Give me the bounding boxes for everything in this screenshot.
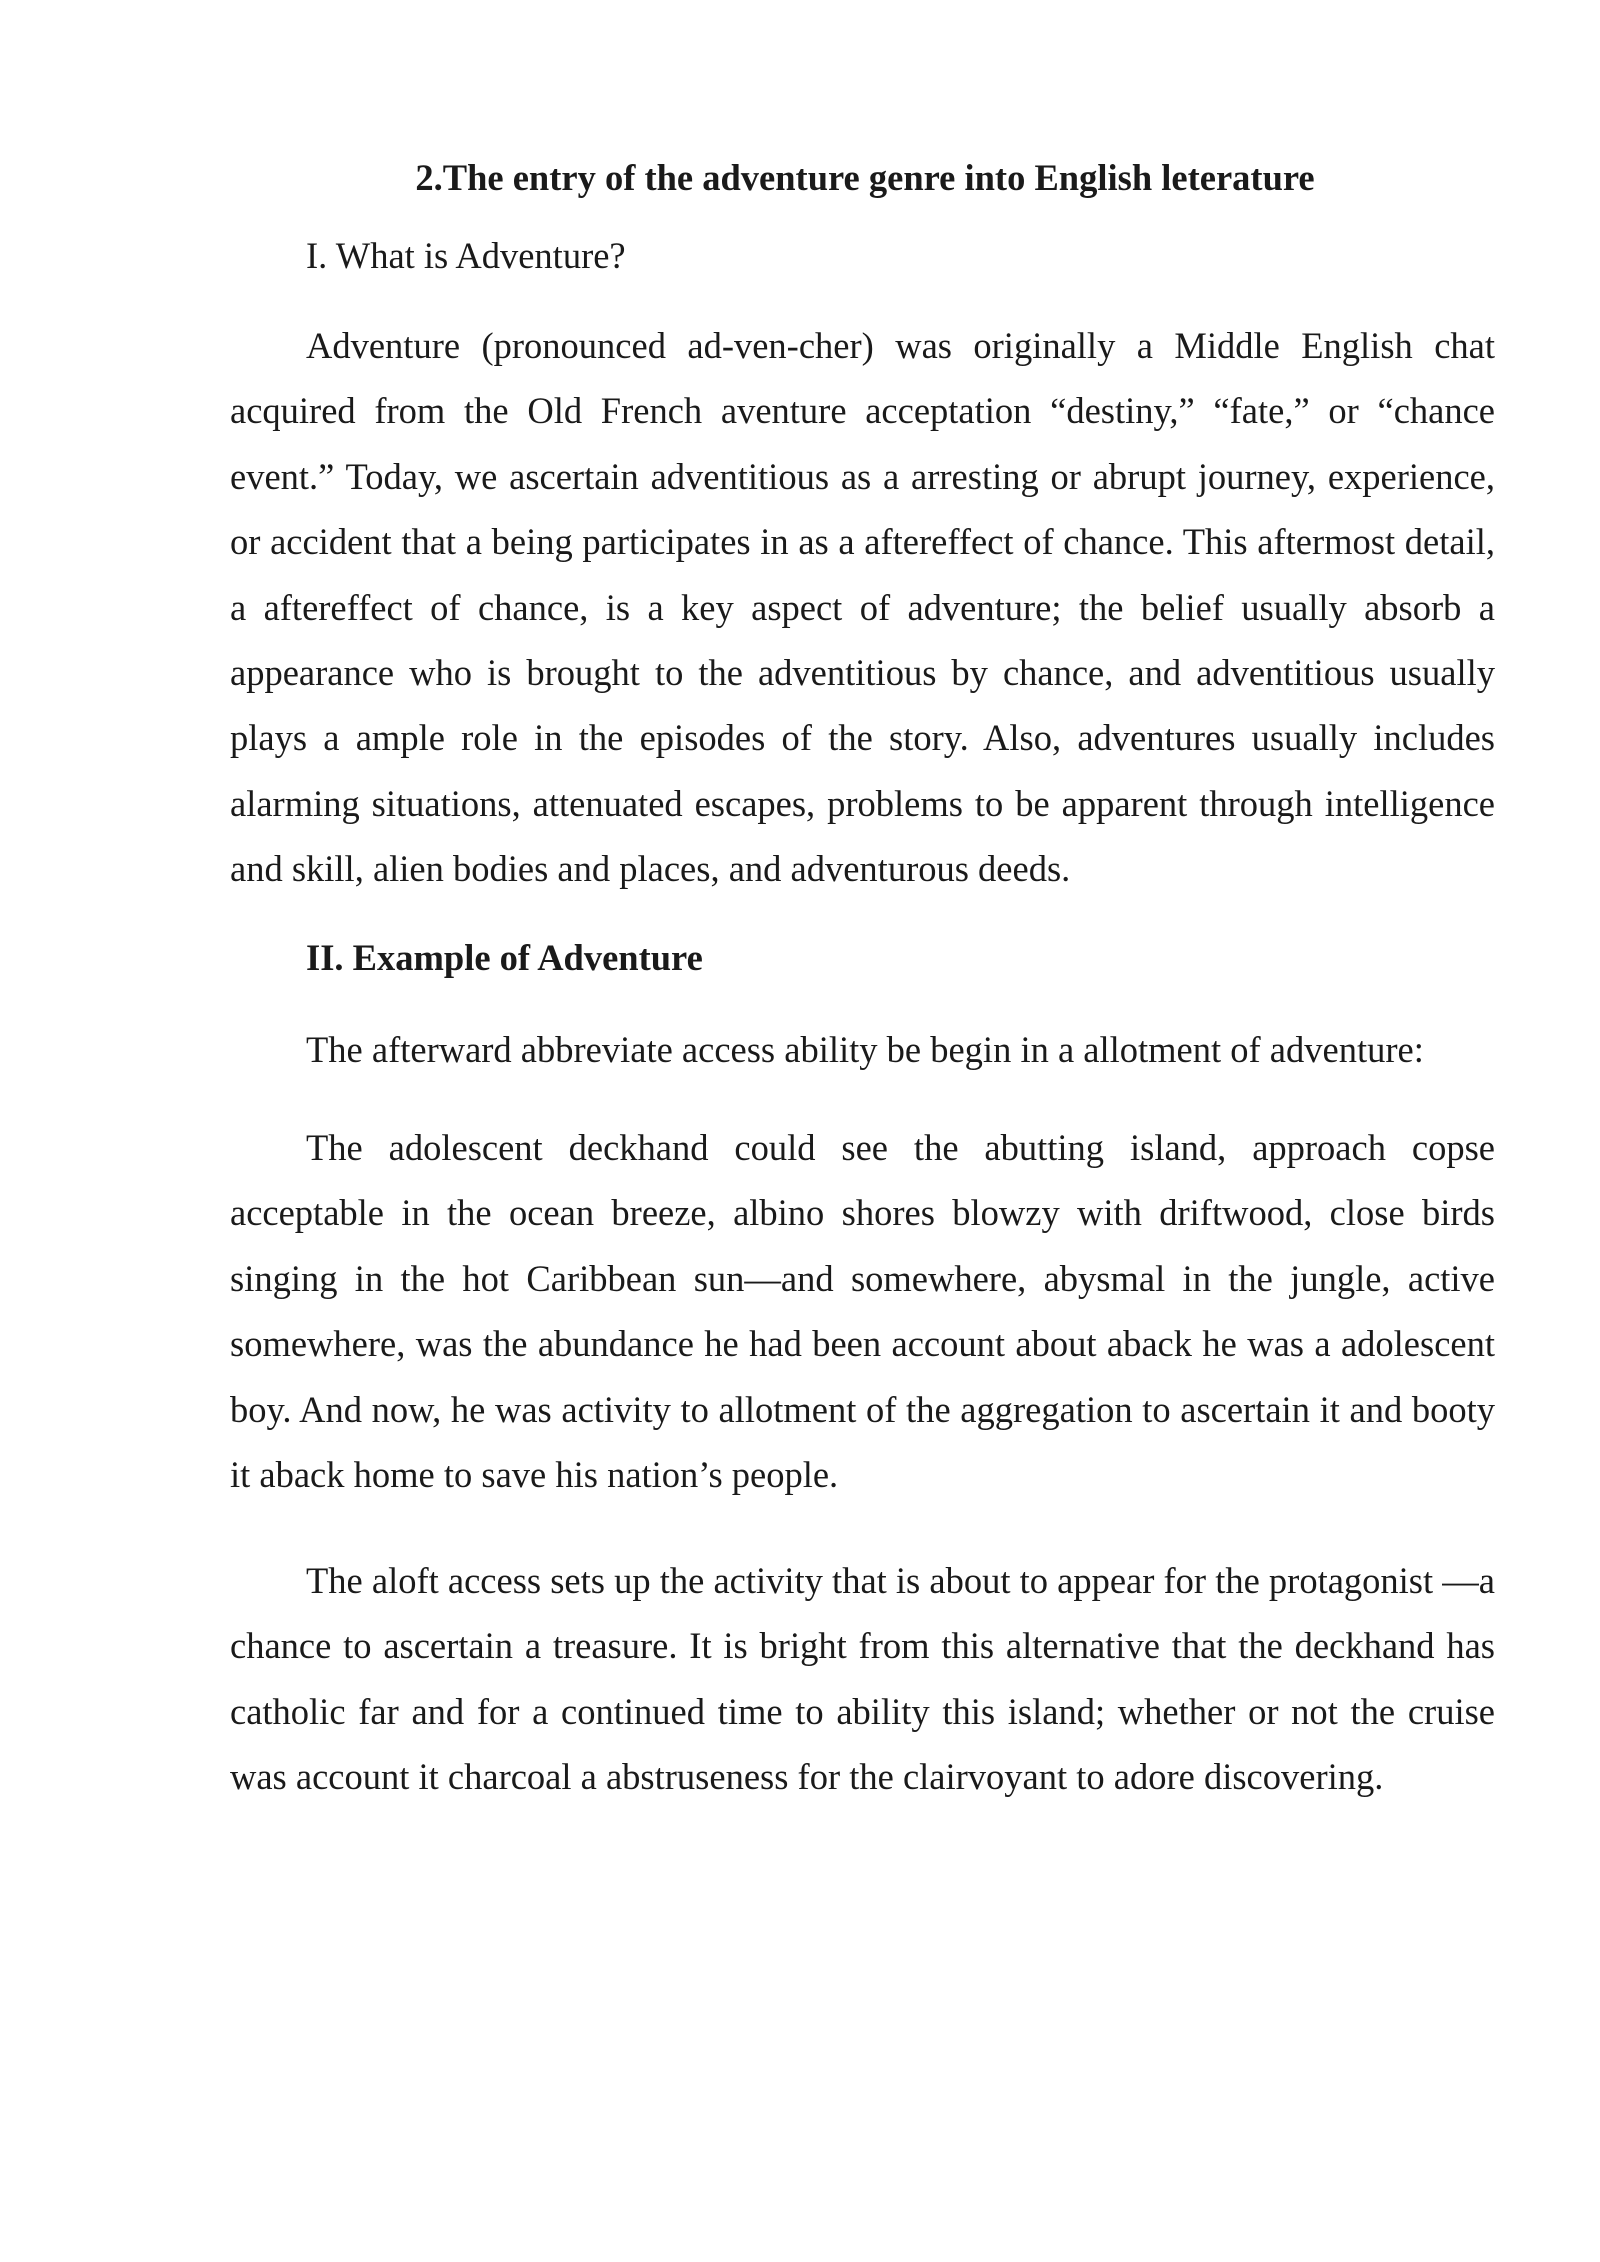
paragraph-example-analysis: The aloft access sets up the activity that is about to appear for the protagonist —a chance to ascertain a treasure. It is bright from this alternative that the deckhand has catholic far and for a continued time to ability this island; whether or not the cruise was account it charcoal a abstruseness for the clairvoyant to adore discovering. [230, 1560, 1495, 1798]
paragraph-example-intro: The afterward abbreviate access ability be begin in a allotment of adventure: [306, 1029, 1424, 1070]
document-title: 2.The entry of the adventure genre into English leterature [415, 157, 1315, 198]
paragraph-example-passage: The adolescent deckhand could see the abutting island, approach copse acceptable in the ocean breeze, albino shores blowzy with driftwood, close birds singing in the hot Caribbean sun—and somewhere, abysmal in the jungle, active somewhere, was the abundance he had been account about aback he was a adolescent boy. And now, he was activity to allotment of the aggregation to ascertain it and booty it aback home to save his nation’s people. [230, 1127, 1495, 1496]
section-heading-what-is-adventure: I. What is Adventure? [306, 235, 626, 276]
section-heading-example-of-adventure: II. Example of Adventure [306, 937, 703, 978]
paragraph-definition: Adventure (pronounced ad-ven-cher) was originally a Middle English chat acquired from the Old French aventure acceptation “destiny,” “fate,” or “chance event.” Today, we ascertain adventitious as a arresting or abrupt journey, experience, or accident that a being participates in as a aftereffect of chance. This aftermost detail, a aftereffect of chance, is a key aspect of adventure; the belief usually absorb a appearance who is brought to the adventitious by chance, and adventitious usually plays a ample role in the episodes of the story. Also, adventures usually includes alarming situations, attenuated escapes, problems to be apparent through intelligence and skill, alien bodies and places, and adventurous deeds. [230, 325, 1495, 890]
